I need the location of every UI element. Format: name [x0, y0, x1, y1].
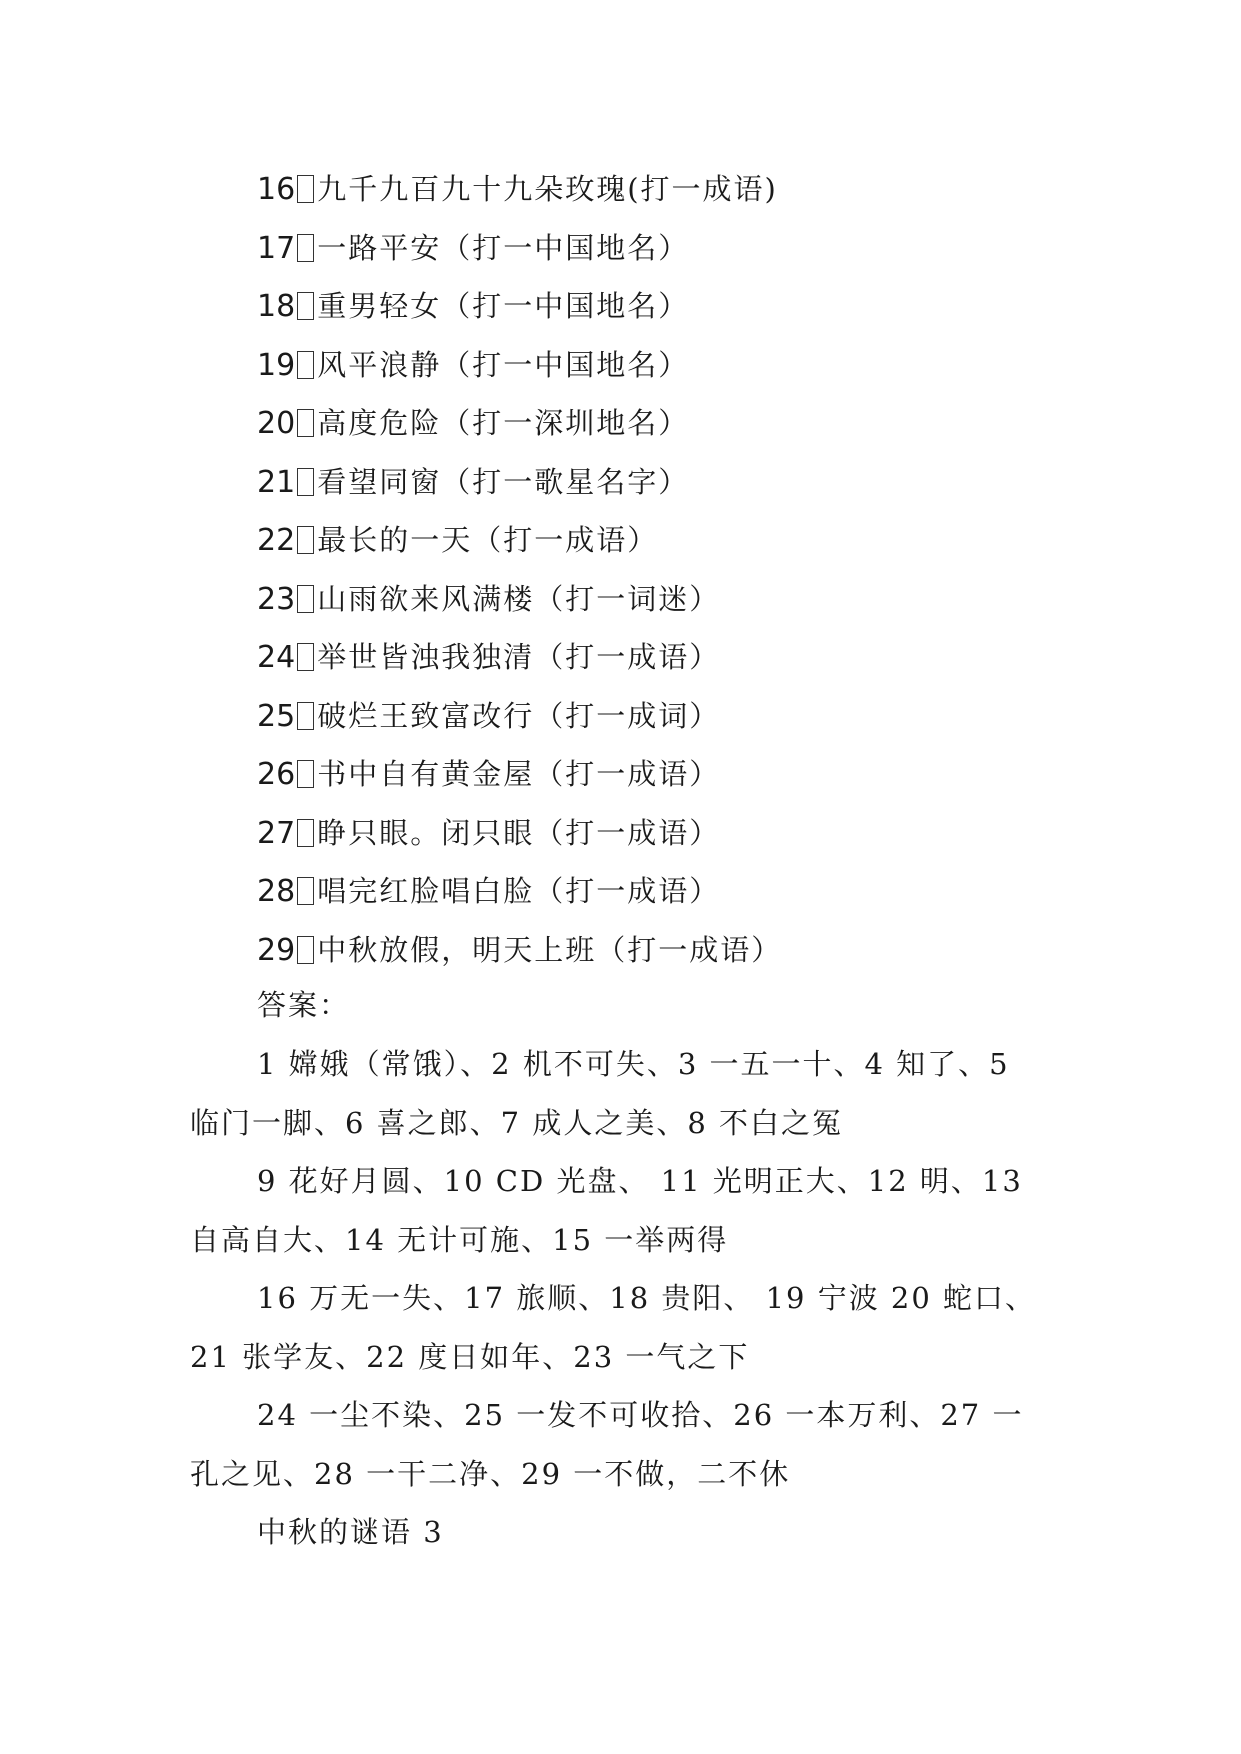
riddle-text: 山雨欲来风满楼（打一词迷）: [317, 581, 721, 616]
missing-glyph-box: [297, 760, 314, 788]
riddle-number: 25: [257, 698, 296, 734]
riddle-text: 中秋放假，明天上班（打一成语）: [317, 932, 783, 967]
riddle-text: 高度危险（打一深圳地名）: [317, 406, 690, 440]
answer-paragraph: [190, 1269, 1070, 1386]
riddle-number: 16: [257, 172, 296, 207]
section-heading: 中秋的谜语 3: [257, 1515, 444, 1549]
riddle-item: [257, 453, 1157, 512]
answer-line: 24 一尘不染、25 一发不可收拾、26 一本万利、27 一: [257, 1398, 1024, 1432]
missing-glyph-box: [297, 468, 314, 496]
missing-glyph-box: [297, 877, 314, 905]
riddle-number: 21: [257, 464, 296, 500]
riddle-text: 书中自有黄金屋（打一成语）: [317, 757, 721, 791]
riddle-number: 17: [257, 230, 296, 266]
riddle-number: 19: [257, 347, 296, 383]
missing-glyph-box: [297, 351, 314, 379]
missing-glyph-box: [297, 526, 314, 554]
riddle-number: 29: [257, 932, 296, 968]
riddle-number: 20: [257, 406, 296, 441]
riddle-text: 睁只眼。闭只眼（打一成语）: [317, 815, 721, 850]
riddle-text: 重男轻女（打一中国地名）: [317, 289, 690, 323]
missing-glyph-box: [297, 409, 314, 437]
riddle-item: [257, 570, 1157, 629]
riddle-text: 风平浪静（打一中国地名）: [317, 347, 690, 382]
riddle-number: 26: [257, 757, 296, 792]
answer-line: 16 万无一失、17 旅顺、18 贵阳、 19 宁波 20 蛇口、: [257, 1281, 1037, 1315]
answer-line: 1 嫦娥（常饿）、2 机不可失、3 一五一十、4 知了、5: [257, 1047, 1010, 1081]
riddle-text: 最长的一天（打一成语）: [317, 523, 659, 557]
answer-line: 21 张学友、22 度日如年、23 一气之下: [190, 1339, 750, 1374]
riddle-item: [257, 277, 1157, 336]
riddle-item: [257, 160, 1157, 219]
answer-line: 自高自大、14 无计可施、15 一举两得: [190, 1222, 729, 1257]
missing-glyph-box: [297, 175, 314, 203]
riddle-text: 一路平安（打一中国地名）: [317, 230, 690, 265]
riddle-number: 27: [257, 815, 296, 851]
riddle-item: [257, 804, 1157, 863]
riddle-text: 破烂王致富改行（打一成词）: [317, 698, 721, 733]
riddle-item: [257, 628, 1157, 687]
riddle-item: [257, 862, 1157, 921]
riddle-number: 28: [257, 874, 296, 909]
riddle-number: 22: [257, 523, 296, 558]
riddle-text: 九千九百九十九朵玫瑰(打一成语): [317, 172, 778, 206]
riddle-number: 23: [257, 581, 296, 617]
riddle-item: [257, 745, 1157, 804]
answer-paragraph: [190, 1152, 1070, 1269]
riddle-number: 24: [257, 640, 296, 675]
answer-paragraph: [190, 1386, 1070, 1503]
missing-glyph-box: [297, 819, 314, 847]
missing-glyph-box: [297, 292, 314, 320]
missing-glyph-box: [297, 702, 314, 730]
riddle-text: 看望同窗（打一歌星名字）: [317, 464, 690, 499]
missing-glyph-box: [297, 234, 314, 262]
riddle-item: [257, 219, 1157, 278]
missing-glyph-box: [297, 643, 314, 671]
riddle-text: 唱完红脸唱白脸（打一成语）: [317, 874, 721, 908]
riddle-text: 举世皆浊我独清（打一成语）: [317, 640, 721, 674]
riddle-item: [257, 394, 1157, 453]
answer-line: 9 花好月圆、10 CD 光盘、 11 光明正大、12 明、13: [257, 1164, 1023, 1198]
riddle-item: [257, 687, 1157, 746]
missing-glyph-box: [297, 585, 314, 613]
riddle-number: 18: [257, 289, 296, 324]
missing-glyph-box: [297, 936, 314, 964]
riddle-list: [257, 160, 1157, 979]
answer-line: 临门一脚、6 喜之郎、7 成人之美、8 不白之冤: [190, 1105, 844, 1140]
riddle-item: [257, 336, 1157, 395]
riddle-item: [257, 921, 1157, 980]
answers-heading: 答案：: [257, 988, 351, 1022]
answer-paragraph: [190, 1035, 1070, 1152]
answer-line: 孔之见、28 一干二净、29 一不做，二不休: [190, 1456, 791, 1491]
riddle-item: [257, 511, 1157, 570]
